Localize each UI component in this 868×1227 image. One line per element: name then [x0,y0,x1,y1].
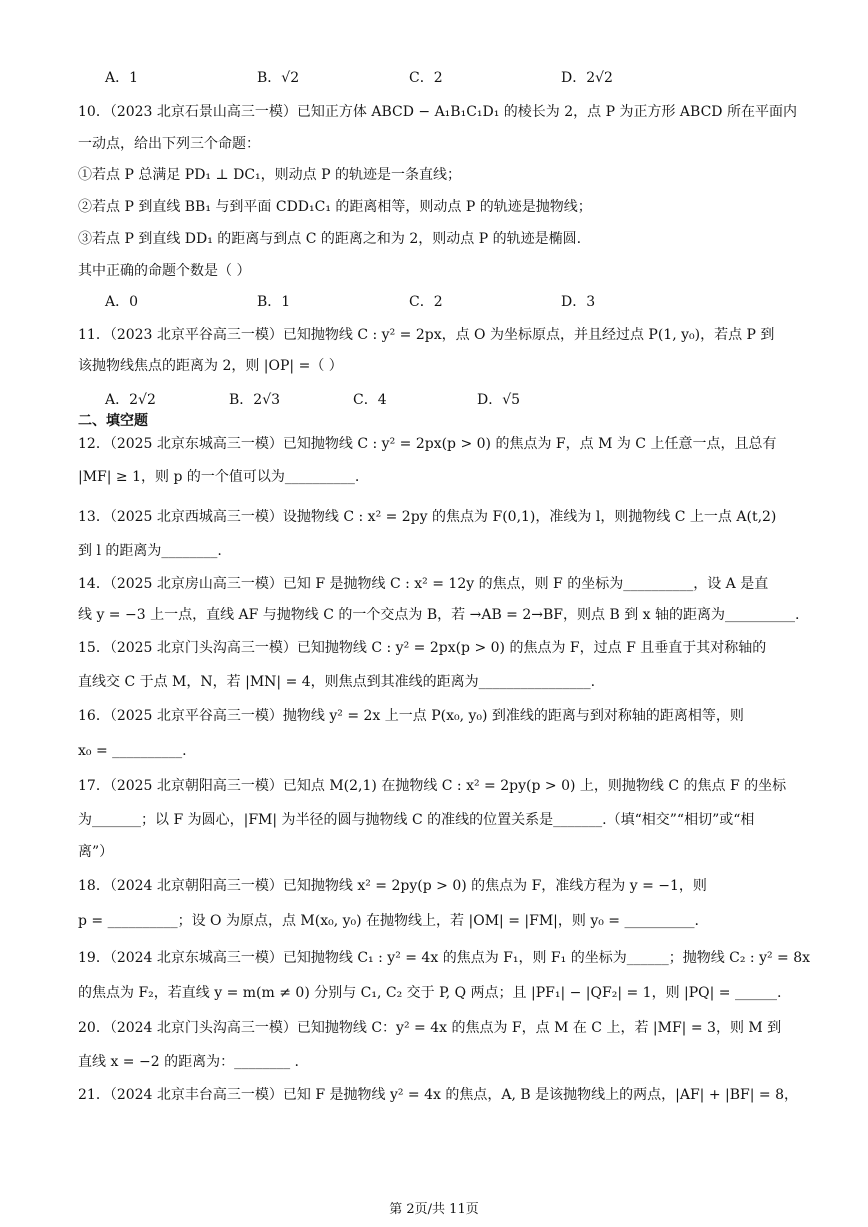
q16-line-1: 16．（2025 北京平谷高三一模）抛物线 y² = 2x 上一点 P(x₀, y₀) 到准线的距离与到对称轴的距离相等，则 [78,708,744,724]
q11-choice-c: C．4 [353,392,387,408]
q11-choice-a: A．2√2 [105,392,156,408]
section-title-fill-in: 二、填空题 [78,413,148,429]
q11-choice-b: B．2√3 [229,392,281,408]
q10-choice-c: C．2 [409,294,443,310]
q16-line-2: x₀ = __________. [78,743,187,759]
q11-choices [105,390,520,410]
q13-line-2: 到 l 的距离为________. [78,543,222,559]
q12-line-1: 12．（2025 北京东城高三一模）已知抛物线 C : y² = 2px(p > 0) 的焦点为 F，点 M 为 C 上任意一点，且总有 [78,436,777,452]
q10-line-4: ②若点 P 到直线 BB₁ 与到平面 CDD₁C₁ 的距离相等，则动点 P 的轨迹是抛物线； [78,199,592,215]
q10-choice-d: D．3 [561,294,596,310]
q19-line-1: 19．（2024 北京东城高三一模）已知抛物线 C₁ : y² = 4x 的焦点为 F₁，则 F₁ 的坐标为______；抛物线 C₂ : y² = 8x [78,950,811,966]
q17-line-1: 17．（2025 北京朝阳高三一模）已知点 M(2,1) 在抛物线 C : x² = 2py(p > 0) 上，则抛物线 C 的焦点 F 的坐标 [78,778,787,794]
q17-line-3: 离”） [78,844,114,860]
q11-line-1: 11．（2023 北京平谷高三一模）已知抛物线 C : y² = 2px，点 O 为坐标原点，并且经过点 P(1, y₀)，若点 P 到 [78,327,775,343]
q20-line-2: 直线 x = −2 的距离为：________ . [78,1054,299,1070]
q18-line-2: p = __________；设 O 为原点，点 M(x₀, y₀) 在抛物线上，若 |OM| = |FM|，则 y₀ = __________. [78,913,699,929]
q14-line-2: 线 y = −3 上一点，直线 AF 与抛物线 C 的一个交点为 B，若 →AB = 2→BF，则点 B 到 x 轴的距离为__________. [78,607,800,623]
q15-line-2: 直线交 C 于点 M，N，若 |MN| = 4，则焦点到其准线的距离为________________. [78,674,596,690]
q10-line-6: 其中正确的命题个数是（ ） [78,263,251,279]
q10-choices [105,292,595,312]
q15-line-1: 15．（2025 北京门头沟高三一模）已知抛物线 C : y² = 2px(p > 0) 的焦点为 F，过点 F 且垂直于其对称轴的 [78,640,767,656]
q17-line-2: 为_______；以 F 为圆心，|FM| 为半径的圆与抛物线 C 的准线的位置关系是_______.（填“相交”“相切”或“相 [78,812,755,828]
q21-line-1: 21．（2024 北京丰台高三一模）已知 F 是抛物线 y² = 4x 的焦点，A, B 是该抛物线上的两点，|AF| + |BF| = 8， [78,1087,798,1103]
q9-choice-b: B．√2 [257,70,300,86]
q12-line-2: |MF| ≥ 1，则 p 的一个值可以为__________. [78,469,360,485]
q9-choice-a: A．1 [105,70,139,86]
page-footer: 第 2页/共 11页 [389,1202,479,1217]
q9-choice-c: C．2 [409,70,443,86]
q13-line-1: 13．（2025 北京西城高三一模）设抛物线 C : x² = 2py 的焦点为 F(0,1)，准线为 l，则抛物线 C 上一点 A(t,2) [78,509,777,525]
q19-line-2: 的焦点为 F₂，若直线 y = m(m ≠ 0) 分别与 C₁, C₂ 交于 P, Q 两点；且 |PF₁| − |QF₂| = 1，则 |PQ| = ______. [78,985,782,1001]
q18-line-1: 18．（2024 北京朝阳高三一模）已知抛物线 x² = 2py(p > 0) 的焦点为 F，准线方程为 y = −1，则 [78,878,707,894]
q10-line-3: ①若点 P 总满足 PD₁ ⊥ DC₁，则动点 P 的轨迹是一条直线； [78,167,461,183]
q11-line-2: 该抛物线焦点的距离为 2，则 |OP| =（ ） [78,358,343,374]
q11-choice-d: D．√5 [477,392,521,408]
q9-choices [105,68,613,88]
q9-choice-d: D．2√2 [561,70,613,86]
q10-line-2: 一动点，给出下列三个命题： [78,136,260,152]
q10-line-5: ③若点 P 到直线 DD₁ 的距离与到点 C 的距离之和为 2，则动点 P 的轨迹是椭圆. [78,231,582,247]
q20-line-1: 20．（2024 北京门头沟高三一模）已知抛物线 C：y² = 4x 的焦点为 F，点 M 在 C 上，若 |MF| = 3，则 M 到 [78,1020,782,1036]
q10-choice-b: B．1 [257,294,291,310]
q10-choice-a: A．0 [105,294,139,310]
q14-line-1: 14．（2025 北京房山高三一模）已知 F 是抛物线 C : x² = 12y 的焦点，则 F 的坐标为__________，设 A 是直 [78,576,769,592]
q10-line-1: 10．（2023 北京石景山高三一模）已知正方体 ABCD − A₁B₁C₁D₁ 的棱长为 2，点 P 为正方形 ABCD 所在平面内 [78,104,797,120]
